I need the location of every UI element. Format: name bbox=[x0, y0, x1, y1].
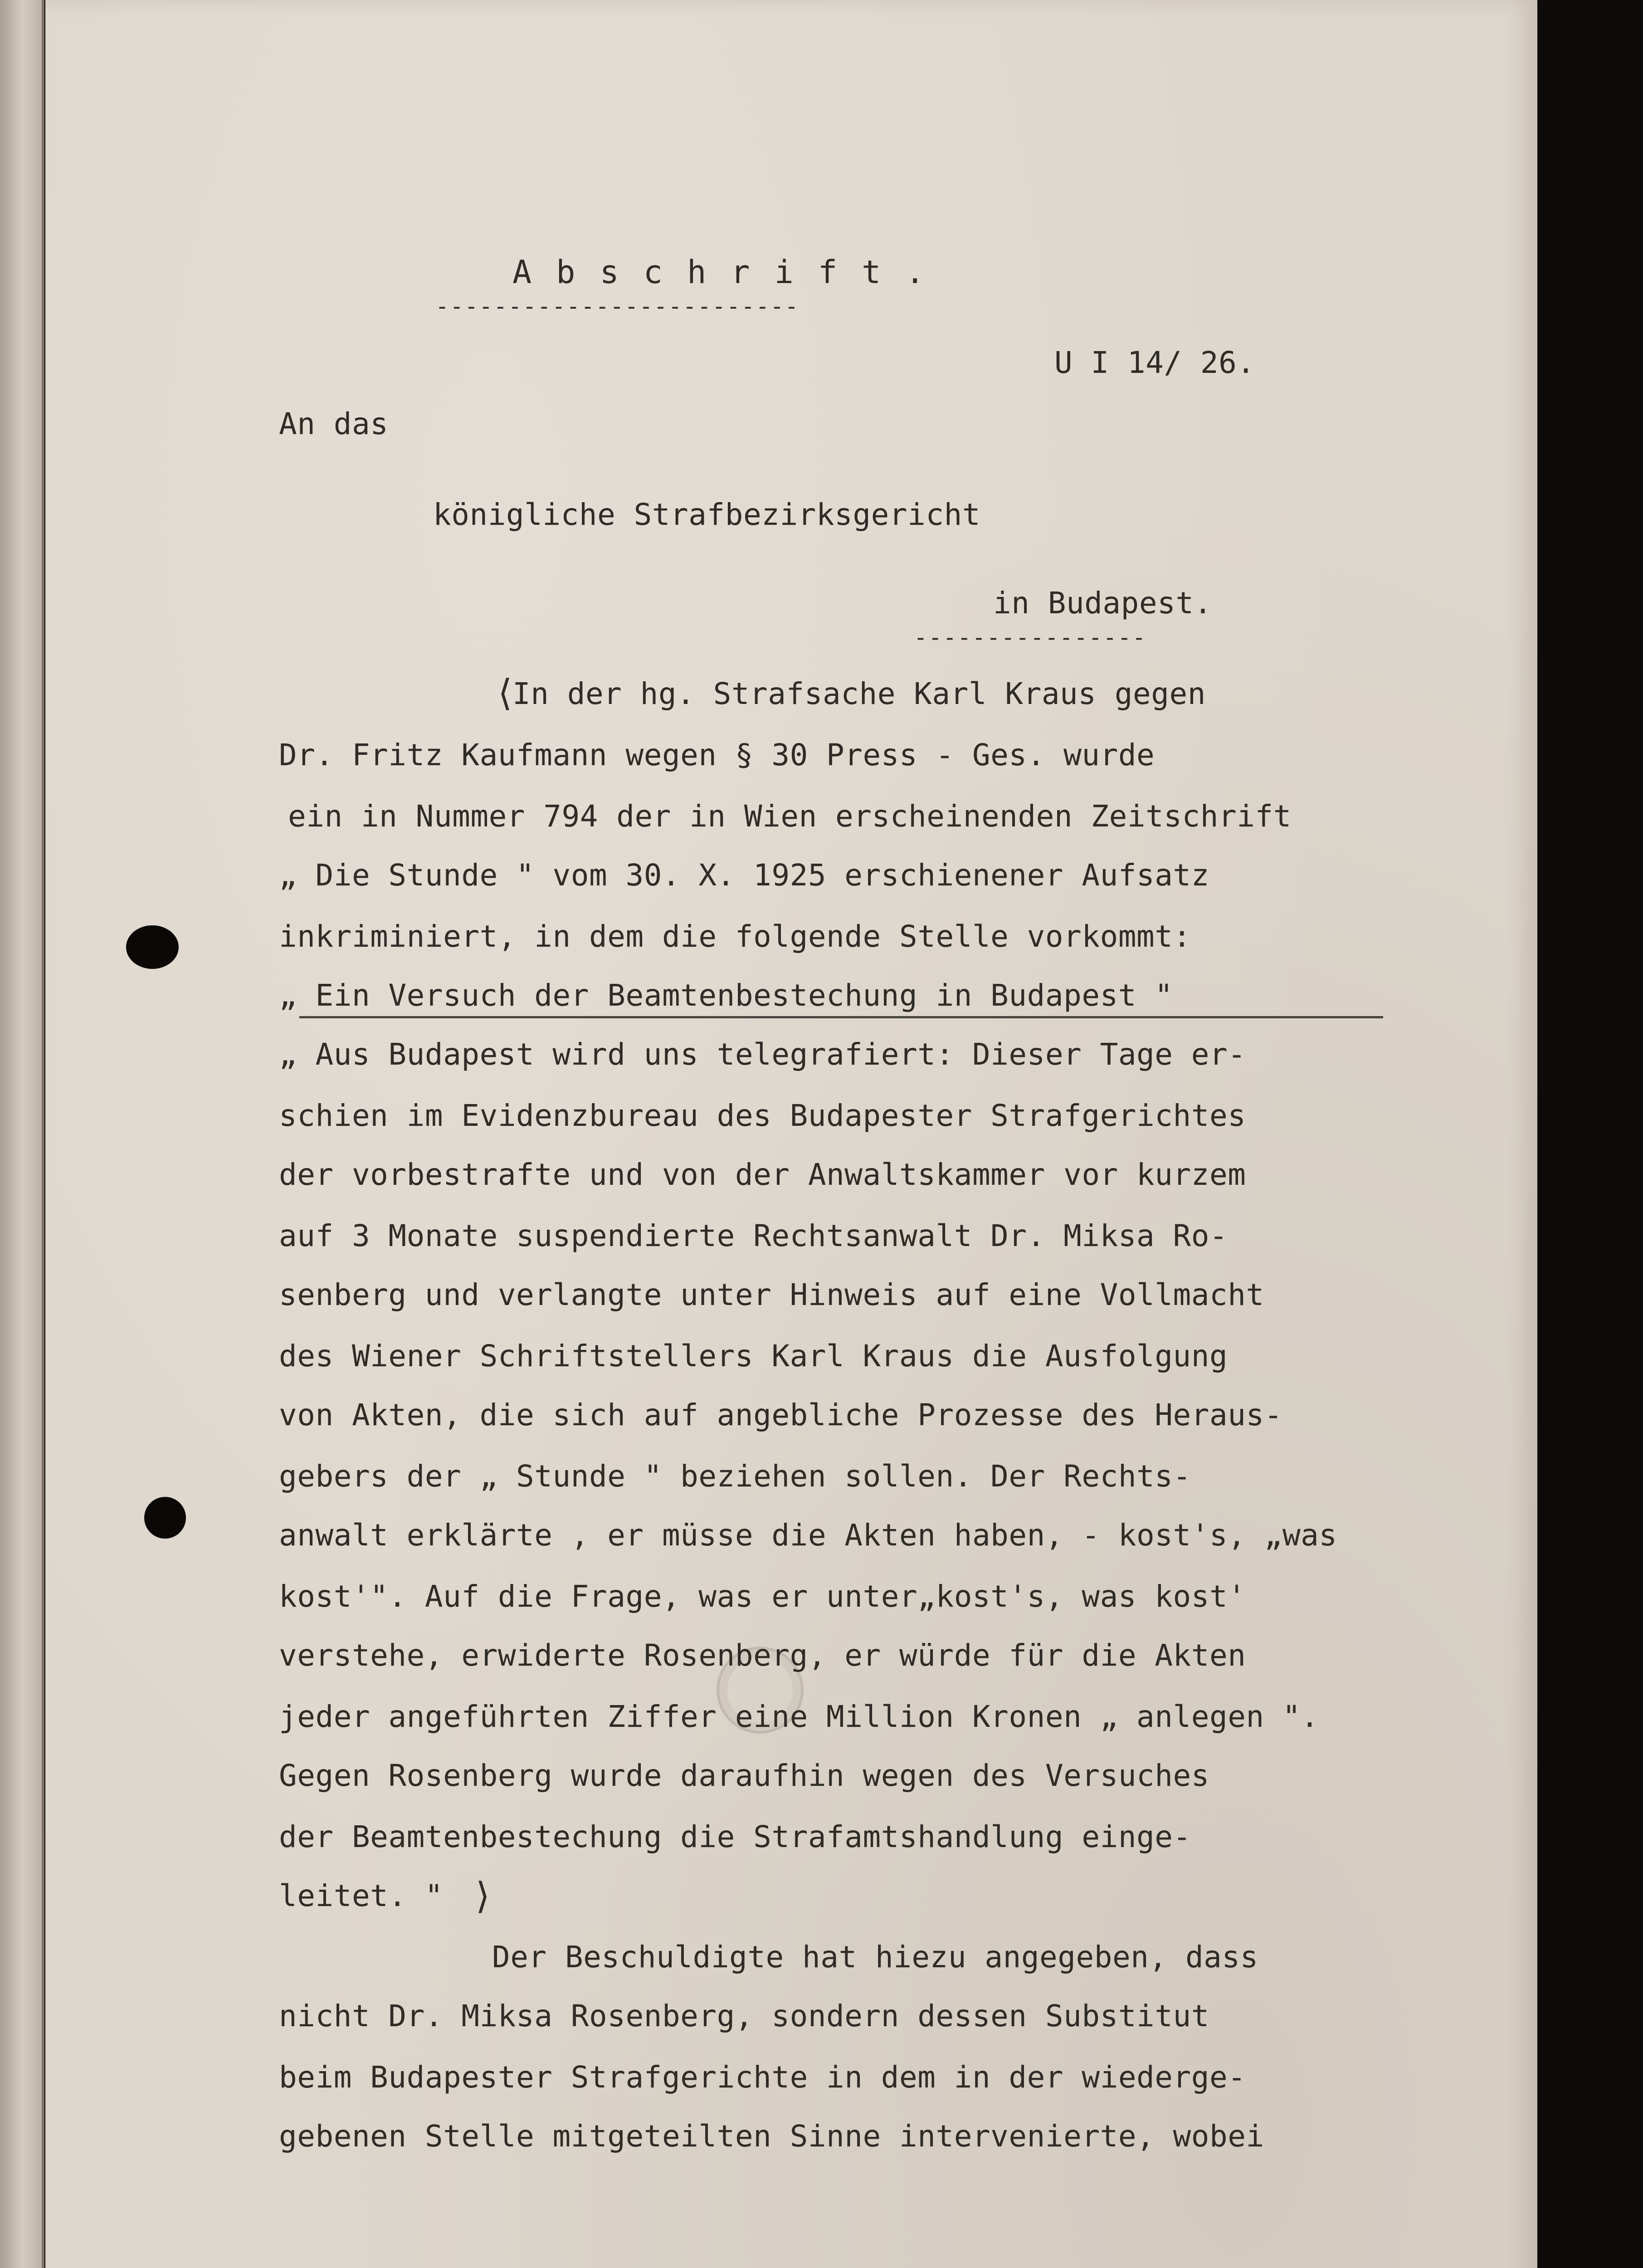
body-line: der vorbestrafte und von der Anwaltskammer vor kurzem bbox=[279, 1157, 1246, 1192]
closing-line: nicht Dr. Miksa Rosenberg, sondern dessen Substitut bbox=[279, 1999, 1210, 2033]
document-sheet bbox=[45, 0, 1537, 2268]
body-line: inkriminiert, in dem die folgende Stelle vorkommt: bbox=[279, 919, 1191, 954]
body-line: In der hg. Strafsache Karl Kraus gegen bbox=[512, 676, 1206, 711]
address-line-1: An das bbox=[279, 406, 389, 441]
reference-number: U I 14/ 26. bbox=[1054, 345, 1255, 380]
body-line: schien im Evidenzbureau des Budapester Strafgerichtes bbox=[279, 1098, 1246, 1133]
address-line-2: königliche Strafbezirksgericht bbox=[433, 497, 981, 532]
punch-hole-top bbox=[126, 925, 179, 969]
closing-line: beim Budapester Strafgerichte in dem in der wiederge- bbox=[279, 2060, 1246, 2095]
previous-page-edge bbox=[0, 0, 44, 2268]
body-line: der Beamtenbestechung die Strafamtshandlung einge- bbox=[279, 1819, 1191, 1854]
body-line: Gegen Rosenberg wurde daraufhin wegen des Versuches bbox=[279, 1758, 1210, 1793]
body-line: jeder angeführten Ziffer eine Million Kronen „ anlegen ". bbox=[279, 1699, 1319, 1734]
body-line: „ Aus Budapest wird uns telegrafiert: Dieser Tage er- bbox=[279, 1037, 1246, 1072]
body-line: anwalt erklärte , er müsse die Akten haben, - kost's, „was bbox=[279, 1518, 1337, 1553]
punch-hole-bottom bbox=[144, 1497, 186, 1539]
closing-line: Der Beschuldigte hat hiezu angegeben, dass bbox=[492, 1940, 1258, 1975]
body-line: verstehe, erwiderte Rosenberg, er würde für die Akten bbox=[279, 1638, 1246, 1673]
body-line: kost'". Auf die Frage, was er unter„kost's, was kost' bbox=[279, 1579, 1246, 1614]
body-line: „ Die Stunde " vom 30. X. 1925 erschienener Aufsatz bbox=[279, 858, 1210, 893]
body-line: des Wiener Schriftstellers Karl Kraus die Ausfolgung bbox=[279, 1339, 1228, 1374]
address-underline: ---------------- bbox=[914, 624, 1147, 650]
address-line-3: in Budapest. bbox=[993, 586, 1212, 621]
body-line: ein in Nummer 794 der in Wien erscheinenden Zeitschrift bbox=[288, 799, 1292, 834]
bracket-open: ⟨ bbox=[494, 672, 517, 714]
body-line: Dr. Fritz Kaufmann wegen § 30 Press - Ges. wurde bbox=[279, 738, 1155, 772]
body-line: von Akten, die sich auf angebliche Prozesse des Heraus- bbox=[279, 1398, 1282, 1432]
title-underline: ------------------------- bbox=[435, 293, 800, 319]
body-line: gebers der „ Stunde " beziehen sollen. Der Rechts- bbox=[279, 1459, 1191, 1494]
body-line: auf 3 Monate suspendierte Rechtsanwalt Dr. Miksa Ro- bbox=[279, 1218, 1228, 1253]
closing-line: gebenen Stelle mitgeteilten Sinne intervenierte, wobei bbox=[279, 2119, 1264, 2154]
heading-underline bbox=[299, 1016, 1383, 1018]
body-line-heading: „ Ein Versuch der Beamtenbestechung in Budapest " bbox=[279, 978, 1173, 1013]
body-line: senberg und verlangte unter Hinweis auf eine Vollmacht bbox=[279, 1277, 1264, 1312]
bracket-close: ⟩ bbox=[472, 1875, 494, 1917]
body-line: leitet. " bbox=[279, 1878, 444, 1913]
document-title: A b s c h r i f t . bbox=[512, 254, 927, 291]
